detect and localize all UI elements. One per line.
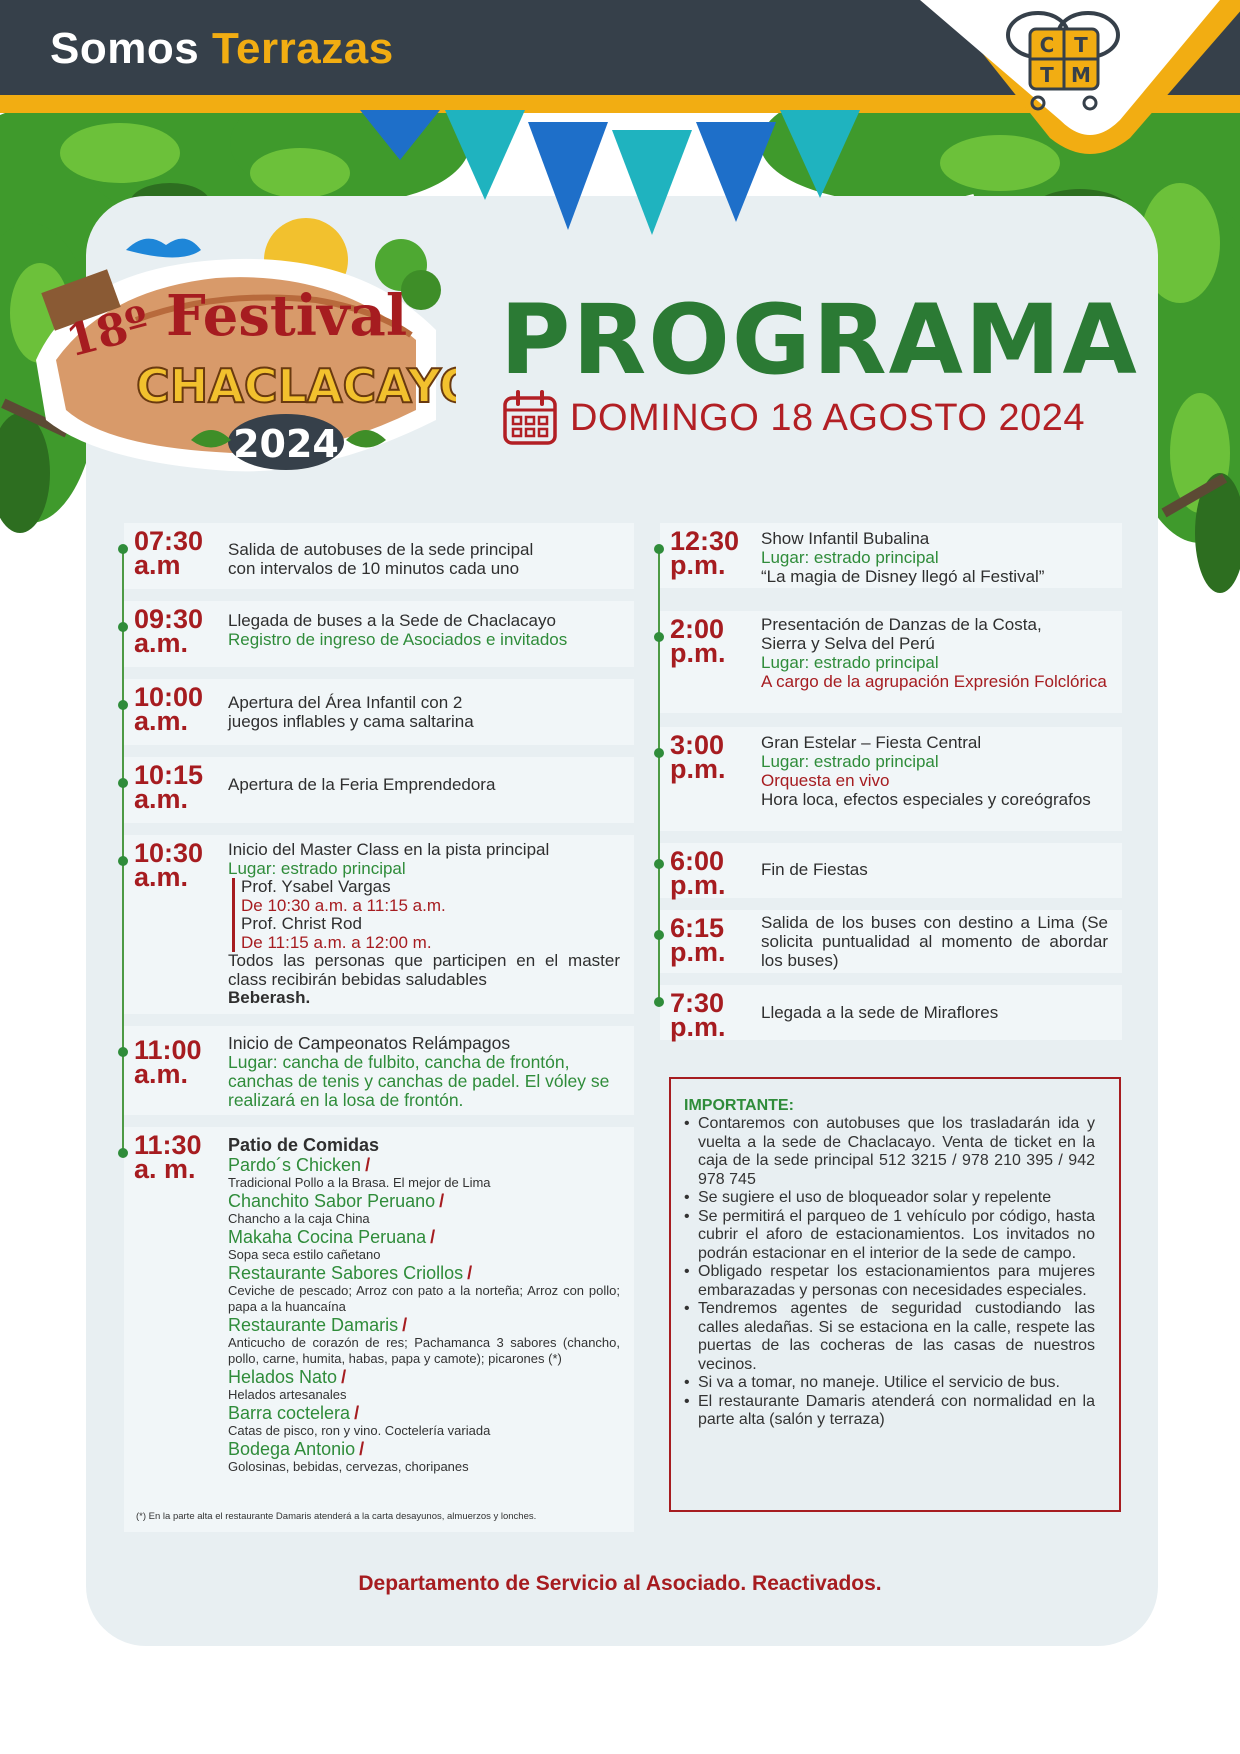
schedule-item (660, 727, 1122, 831)
timeline-dot (654, 997, 664, 1007)
festival-year: 2024 (233, 422, 339, 466)
timeline-dot (654, 544, 664, 554)
brand-word-1: Somos (50, 24, 200, 73)
important-item: • Se sugiere el uso de bloqueador solar y repelente (684, 1189, 1095, 1208)
cttm-logo-plate (920, 0, 1240, 160)
event-date: DOMINGO 18 AGOSTO 2024 (570, 396, 1086, 439)
date-row (502, 390, 1085, 446)
important-title: IMPORTANTE: (684, 1097, 794, 1114)
event-description: Patio de Comidas Pardo´s Chicken / Tradicional Pollo a la Brasa. El mejor de Lima Chanchito Sabor Peruano / Chancho a la caja China Makaha Cocina Peruana / Sopa seca estilo cañetano Restaurante Sabores Criollos / Ceviche de pescado; Arroz con pato a la norteña; Arroz con pollo; papa a la huancaína Restaurante Damaris / Anticucho de corazón de res; Pachamanca 3 sabores (chancho, pollo, carne, humita, habas, papa y camote); picarones (*) Helados Nato / Helados artesanales Barra coctelera / Catas de pisco, ron y vino. Coctelería variada Bodega Antonio / Golosinas, bebidas, cervezas, choripanes (228, 1135, 620, 1474)
schedule-item (660, 611, 1122, 713)
important-item: • Obligado respetar los estacionamientos para mujeres embarazadas y personas con necesidades especiales. (684, 1263, 1095, 1300)
schedule-item (124, 1127, 634, 1532)
brand-title (50, 24, 394, 74)
logo-letter-4: M (1071, 63, 1091, 87)
timeline-dot (118, 856, 128, 866)
event-description: Llegada a la sede de Miraflores (761, 1003, 999, 1022)
logo-letter-1: C (1039, 33, 1055, 57)
restaurant-item: Chanchito Sabor Peruano / Chancho a la caja China (228, 1191, 445, 1226)
event-time: 10:00 a.m. (134, 682, 204, 736)
schedule-item (124, 1026, 634, 1115)
instructor-block: Prof. Christ Rod De 11:15 a.m. a 12:00 m. (232, 915, 620, 952)
festival-edition: 18º (61, 296, 155, 368)
festival-word: Festival (166, 283, 408, 349)
event-time: 07:30 a.m (134, 526, 204, 580)
timeline-dot (654, 859, 664, 869)
restaurant-item: Bodega Antonio / Golosinas, bebidas, cervezas, choripanes (228, 1439, 469, 1474)
event-description: Inicio de Campeonatos Relámpagos Lugar: cancha de fulbito, cancha de frontón, canchas de tenis y canchas de padel. El vóley se realizará en la losa de frontón. (228, 1033, 610, 1110)
important-item: • El restaurante Damaris atenderá con normalidad en la parte alta (salón y terraza) (684, 1393, 1095, 1430)
festival-logo (16, 210, 456, 490)
event-time: 3:00 p.m. (670, 730, 726, 784)
important-item: • Tendremos agentes de seguridad custodiando las calles aledañas. Si se estaciona en la calle, respete las puertas de las cocheras de las casas de nuestros vecinos. (684, 1300, 1095, 1374)
footnote: (*) En la parte alta el restaurante Damaris atenderá a la carta desayunos, almuerzos y lonches. (136, 1511, 537, 1522)
event-description: Llegada de buses a la Sede de Chaclacayo Registro de ingreso de Asociados e invitados (228, 611, 568, 649)
schedule-item (660, 523, 1122, 588)
event-description: Inicio del Master Class en la pista principal Lugar: estrado principal Prof. Ysabel Vargas De 10:30 a.m. a 11:15 a.m. Prof. Christ Rod De 11:15 a.m. a 12:00 m. Todos las personas que participen en el master class recibirán bebidas saludables Beberash. (228, 840, 620, 1007)
schedule-item (660, 843, 1122, 898)
event-time: 12:30 p.m. (670, 526, 740, 580)
event-description: Apertura de la Feria Emprendedora (228, 775, 496, 794)
restaurant-item: Restaurante Damaris / Anticucho de corazón de res; Pachamanca 3 sabores (chancho, pollo, carne, humita, habas, papa y camote); picarones (*) (228, 1315, 620, 1366)
logo-letter-2: T (1074, 33, 1088, 57)
event-description: Salida de autobuses de la sede principal con intervalos de 10 minutos cada uno (228, 540, 534, 578)
event-description: Fin de Fiestas (761, 860, 868, 879)
restaurant-item: Restaurante Sabores Criollos / Ceviche de pescado; Arroz con pato a la norteña; Arroz con pollo; papa a la huancaína (228, 1263, 620, 1314)
schedule-item (124, 523, 634, 589)
important-item: • Si va a tomar, no maneje. Utilice el servicio de bus. (684, 1374, 1095, 1393)
schedule-item (660, 985, 1122, 1040)
important-item: • Contaremos con autobuses que los trasladarán ida y vuelta a la sede de Chaclacayo. Venta de ticket en la caja de la sede principal 512 3215 / 978 210 395 / 942 978 745 (684, 1115, 1095, 1189)
event-time: 10:15 a.m. (134, 760, 204, 814)
event-description: Show Infantil Bubalina Lugar: estrado principal “La magia de Disney llegó al Festival” (761, 529, 1045, 586)
restaurant-item: Helados Nato / Helados artesanales (228, 1367, 347, 1402)
festival-place: CHACLACAYO (136, 359, 456, 413)
timeline-dot (118, 1047, 128, 1057)
timeline-dot (118, 700, 128, 710)
page-title: PROGRAMA (500, 284, 1139, 396)
event-time: 6:15 p.m. (670, 913, 726, 967)
restaurant-item: Makaha Cocina Peruana / Sopa seca estilo cañetano (228, 1227, 436, 1262)
important-notice (669, 1077, 1121, 1512)
schedule-item (660, 910, 1122, 973)
timeline-dot (654, 632, 664, 642)
schedule-item (124, 835, 634, 1014)
calendar-icon (502, 390, 558, 446)
event-time: 10:30 a.m. (134, 838, 204, 892)
event-time: 7:30 p.m. (670, 988, 726, 1042)
brand-word-2: Terrazas (211, 24, 394, 73)
event-time: 11:30 a. m. (134, 1130, 202, 1184)
important-item: • Se permitirá el parqueo de 1 vehículo por código, hasta cubrir el aforo de estacionamientos. Los invitados no podrán estacionar en el interior de la sede de campo. (684, 1208, 1095, 1264)
event-time: 6:00 p.m. (670, 846, 726, 900)
logo-letter-3: T (1040, 63, 1054, 87)
important-list (684, 1115, 1095, 1430)
event-time: 09:30 a.m. (134, 604, 204, 658)
timeline-dot (118, 1148, 128, 1158)
footer-text: Departamento de Servicio al Asociado. Reactivados. (358, 1572, 882, 1595)
timeline-dot (654, 930, 664, 940)
restaurant-item: Pardo´s Chicken / Tradicional Pollo a la Brasa. El mejor de Lima (228, 1155, 491, 1190)
event-time: 11:00 a.m. (134, 1035, 202, 1089)
timeline-dot (118, 778, 128, 788)
timeline-dot (118, 622, 128, 632)
timeline-dot (654, 748, 664, 758)
event-description: Gran Estelar – Fiesta Central Lugar: estrado principal Orquesta en vivo Hora loca, efectos especiales y coreógrafos (761, 733, 1091, 809)
schedule-item (124, 679, 634, 745)
event-description: Apertura del Área Infantil con 2 juegos inflables y cama saltarina (228, 693, 474, 731)
event-description: Salida de los buses con destino a Lima (Se solicita puntualidad al momento de abordar los buses) (761, 913, 1108, 970)
restaurant-item: Barra coctelera / Catas de pisco, ron y vino. Coctelería variada (228, 1403, 491, 1438)
schedule-item (124, 757, 634, 823)
event-description: Presentación de Danzas de la Costa, Sierra y Selva del Perú Lugar: estrado principal A cargo de la agrupación Expresión Folclórica (761, 615, 1107, 691)
event-time: 2:00 p.m. (670, 614, 726, 668)
schedule-item (124, 601, 634, 667)
timeline-dot (118, 544, 128, 554)
instructor-block: Prof. Ysabel Vargas De 10:30 a.m. a 11:15 a.m. (232, 878, 620, 915)
